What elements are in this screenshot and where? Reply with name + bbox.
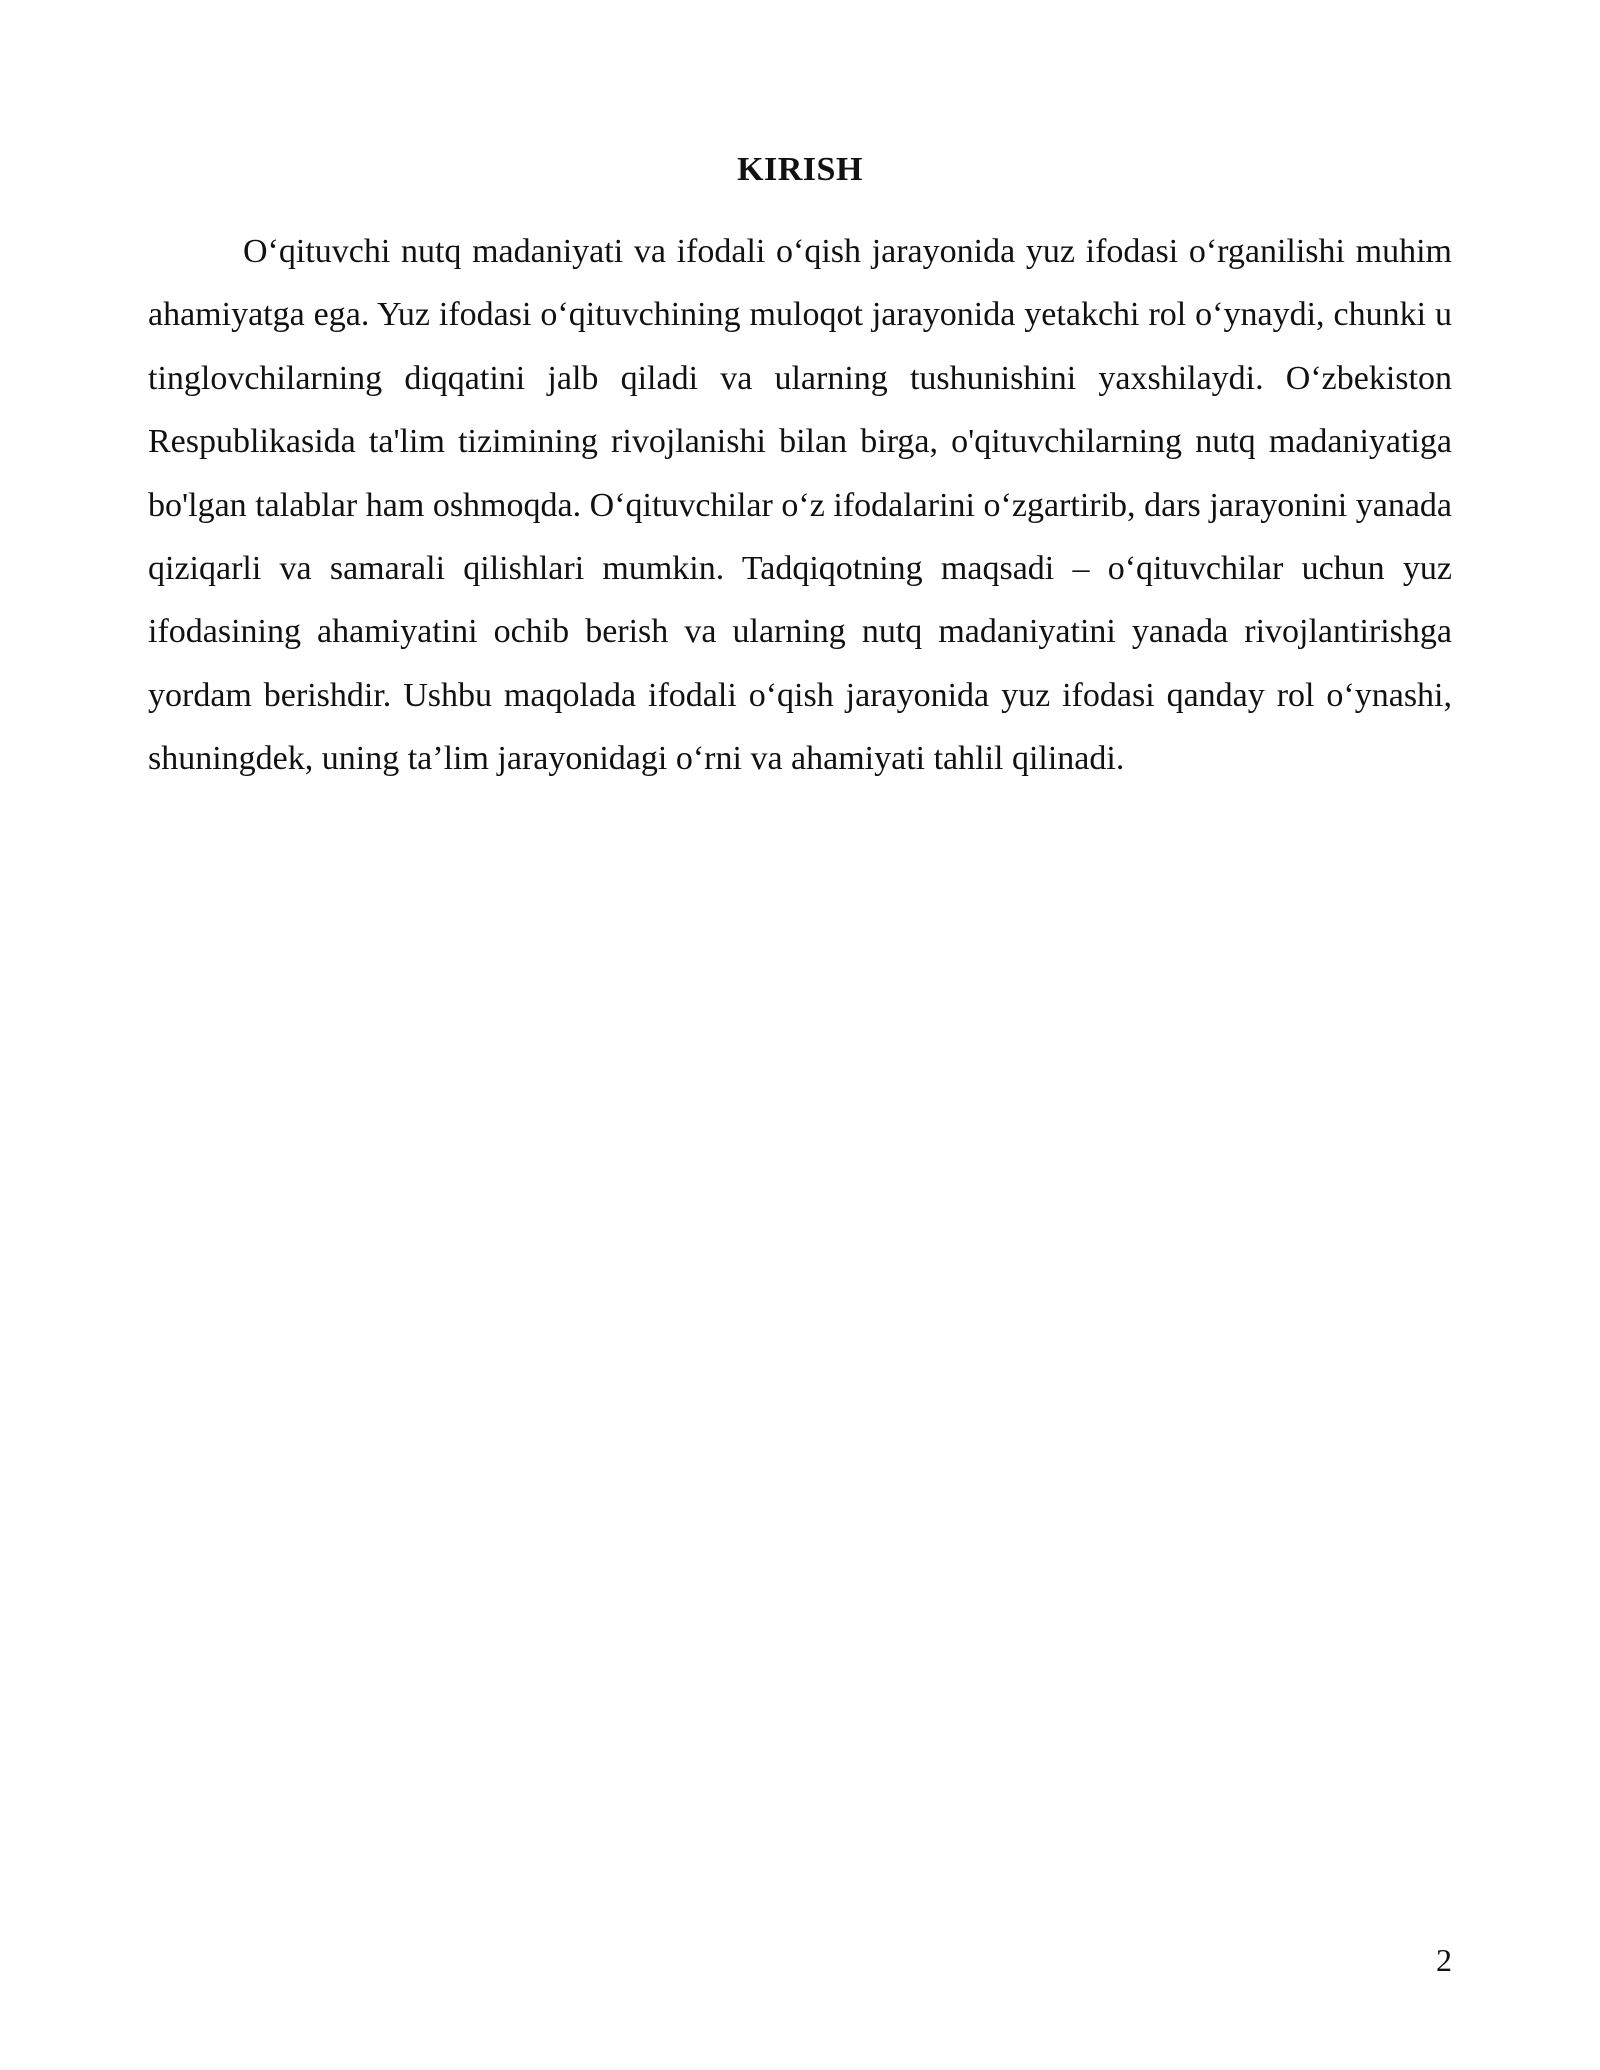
page-number: 2 — [1436, 1942, 1452, 1978]
body-paragraph: O‘qituvchi nutq madaniyati va ifodali o‘qish jarayonida yuz ifodasi o‘rganilishi muhim ahamiyatga ega. Yuz ifodasi o‘qituvchining muloqot jarayonida yetakchi rol o‘ynaydi, chunki u tinglovchilarning diqqatini jalb qiladi va ularning tushunishini yaxshilaydi. O‘zbekiston Respublikasida ta'lim tizimining rivojlanishi bilan birga, o'qituvchilarning nutq madaniyatiga bo'lgan talablar ham oshmoqda. O‘qituvchilar o‘z ifodalarini o‘zgartirib, dars jarayonini yanada qiziqarli va samarali qilishlari mumkin. Tadqiqotning maqsadi – o‘qituvchilar uchun yuz ifodasining ahamiyatini ochib berish va ularning nutq madaniyatini yanada rivojlantirishga yordam berishdir. Ushbu maqolada ifodali o‘qish jarayonida yuz ifodasi qanday rol o‘ynashi, shuningdek, uning ta’lim jarayonidagi o‘rni va ahamiyati tahlil qilinadi. — [148, 233, 1452, 778]
section-heading: KIRISH — [737, 151, 863, 188]
